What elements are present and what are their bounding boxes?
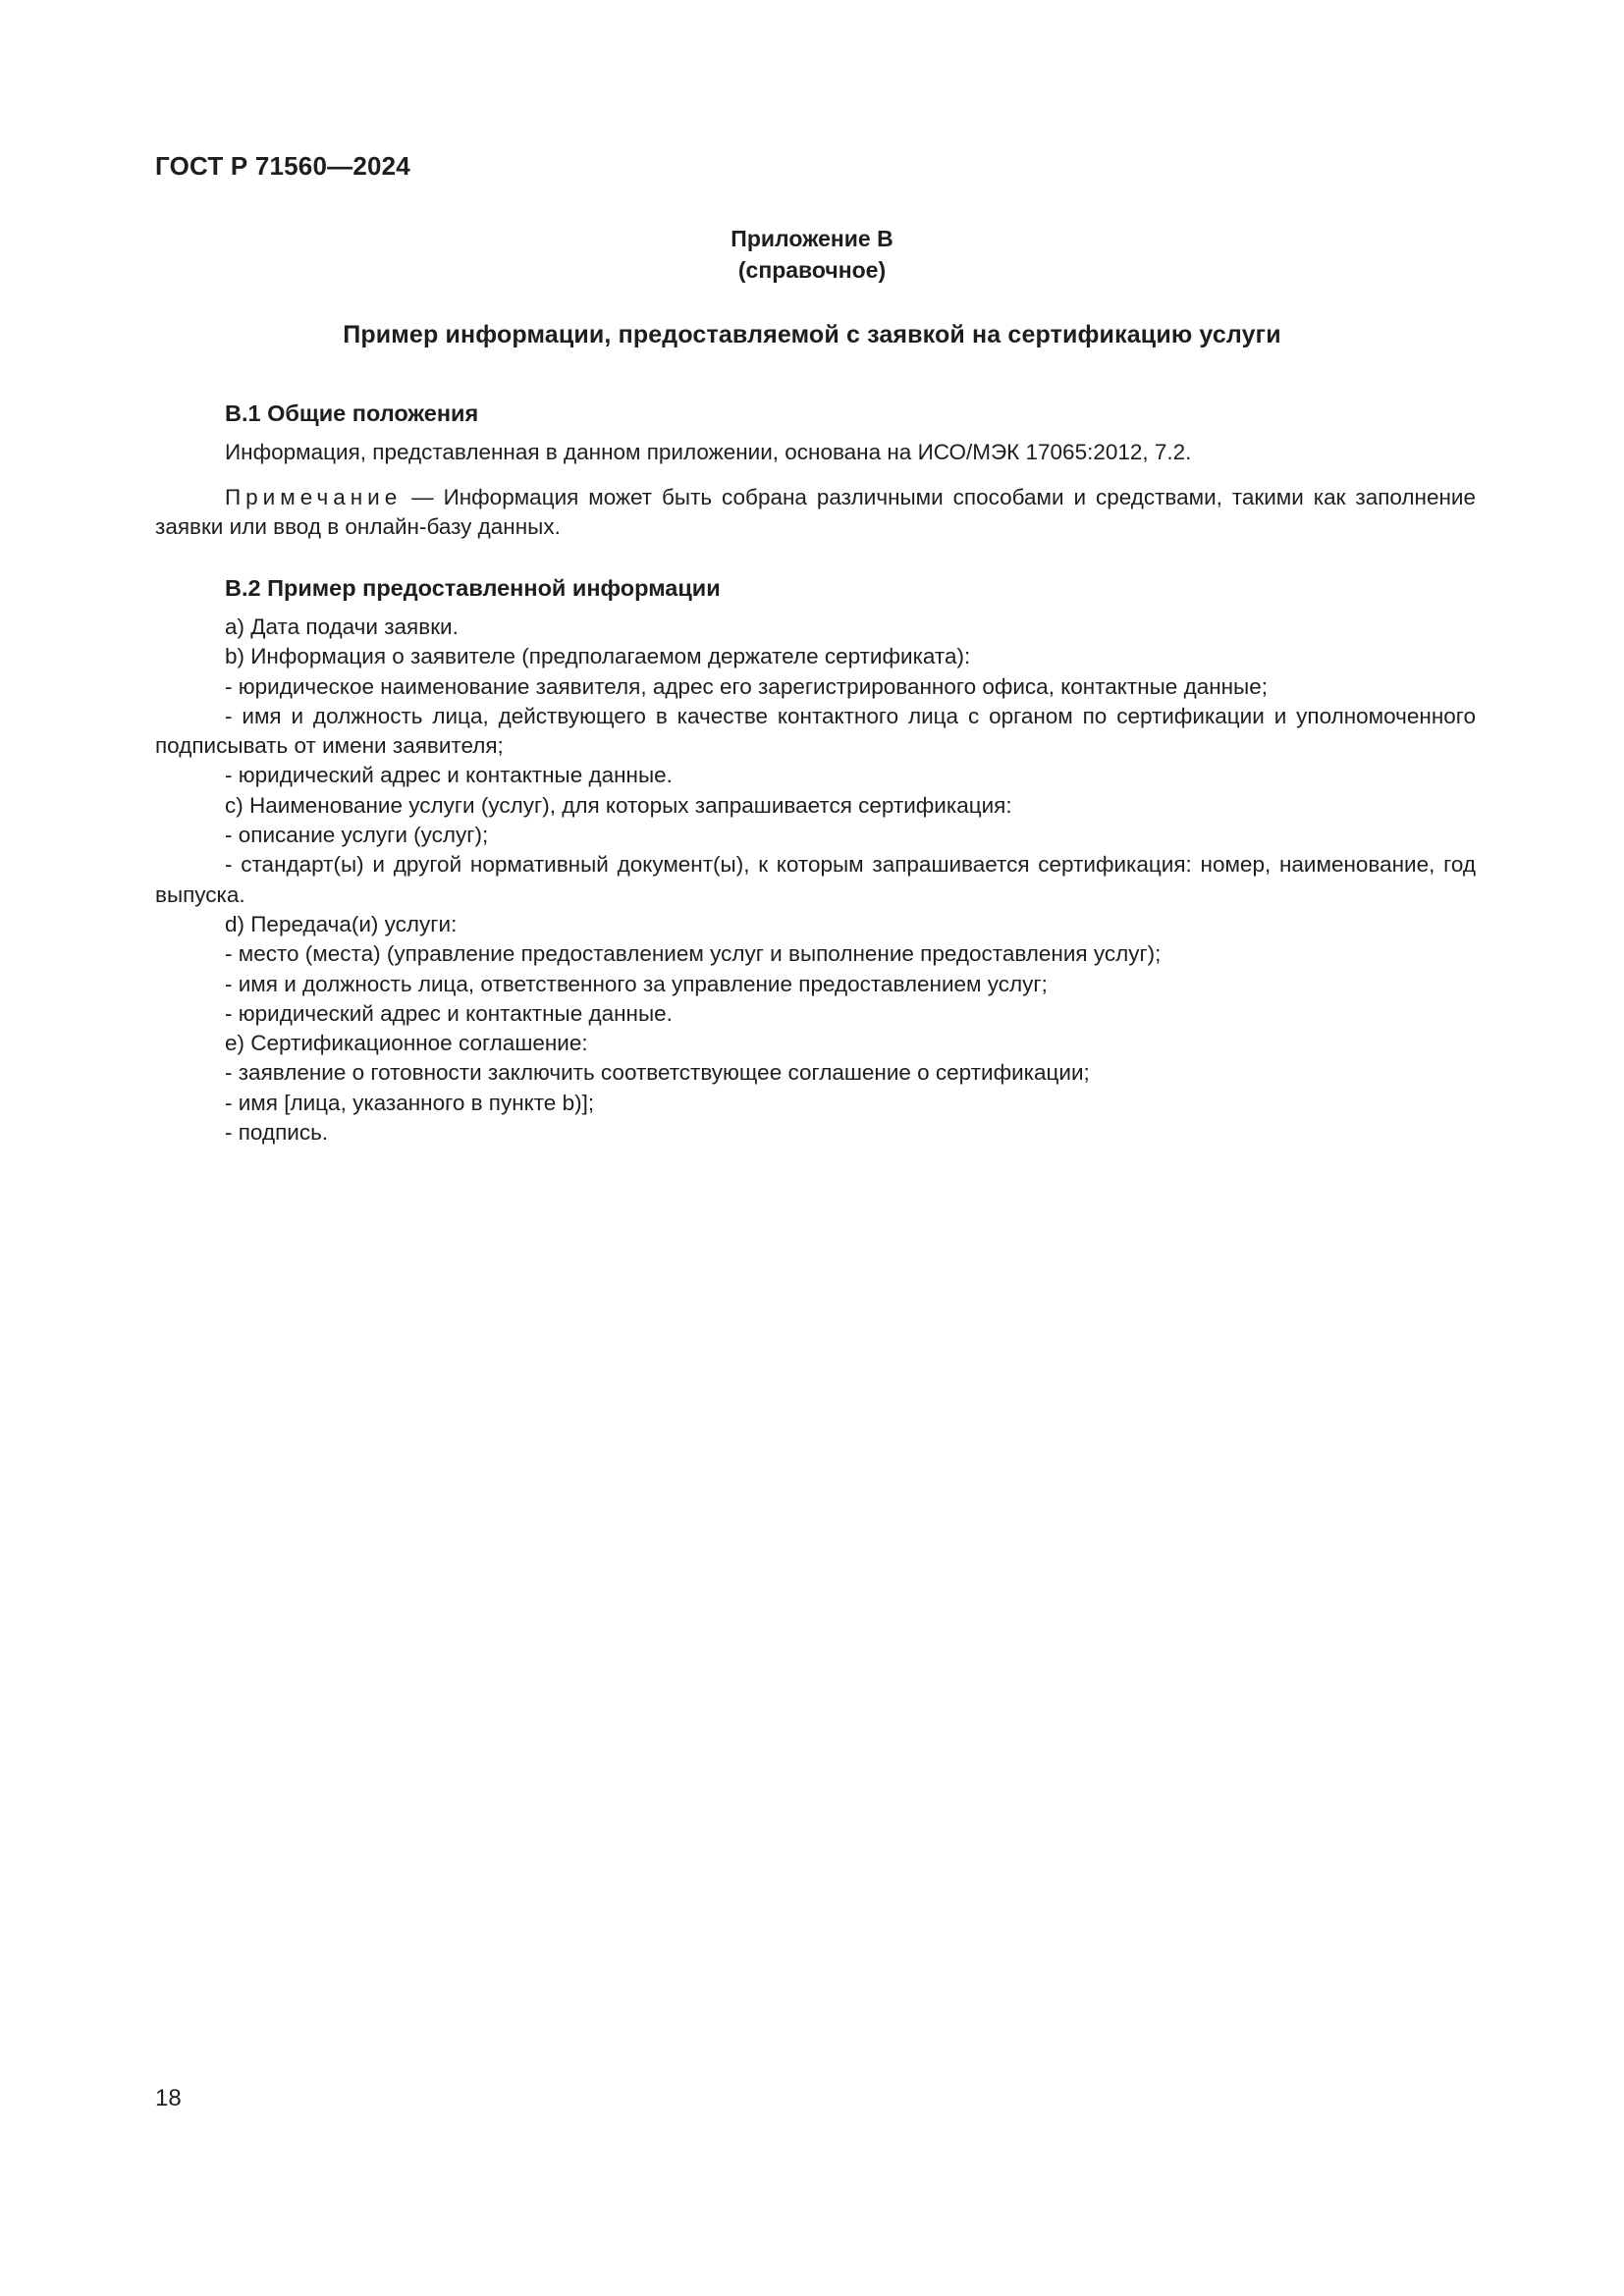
information-list: [155, 613, 1476, 1148]
section-heading-b1: В.1 Общие положения: [225, 400, 479, 426]
list-item: - место (места) (управление предоставлением услуг и выполнение предоставления услуг);: [225, 941, 1162, 967]
list-item: - юридический адрес и контактные данные.: [225, 1000, 673, 1026]
paragraph-basis: Информация, представленная в данном приложении, основана на ИСО/МЭК 17065:2012, 7.2.: [225, 440, 1192, 464]
list-item: - заявление о готовности заключить соответствующее соглашение о сертификации;: [225, 1060, 1090, 1086]
document-code: ГОСТ Р 71560—2024: [155, 151, 410, 181]
list-item: - описание услуги (услуг);: [225, 823, 489, 848]
list-item: b) Информация о заявителе (предполагаемом держателе сертификата):: [225, 644, 971, 669]
list-item: - имя и должность лица, ответственного за управление предоставлением услуг;: [225, 971, 1048, 996]
list-item: c) Наименование услуги (услуг), для которых запрашивается сертификация:: [225, 792, 1012, 818]
note-text: — Информация может быть собрана различными способами и средствами, такими как заполнение заявки или ввод в онлайн-базу данных.: [155, 485, 1476, 539]
list-item: - подпись.: [225, 1120, 329, 1146]
list-item: - стандарт(ы) и другой нормативный документ(ы), к которым запрашивается сертификация: номер, наименование, год выпуска.: [155, 852, 1476, 907]
note-paragraph: [155, 483, 1476, 542]
list-item: - имя [лица, указанного в пункте b)];: [225, 1090, 595, 1115]
section-heading-b2: В.2 Пример предоставленной информации: [225, 575, 721, 601]
page-number: 18: [155, 2085, 182, 2111]
list-item: - имя и должность лица, действующего в качестве контактного лица с органом по сертификации и уполномоченного подписывать от имени заявителя;: [155, 703, 1476, 759]
list-item: a) Дата подачи заявки.: [225, 614, 459, 639]
note-label: Примечание: [225, 485, 403, 509]
appendix-kind: (справочное): [737, 257, 887, 283]
list-item: e) Сертификационное соглашение:: [225, 1031, 588, 1056]
list-item: d) Передача(и) услуги:: [225, 911, 458, 936]
appendix-title: Пример информации, предоставляемой с заявкой на сертификацию услуги: [343, 321, 1281, 348]
list-item: - юридический адрес и контактные данные.: [225, 763, 673, 788]
list-item: - юридическое наименование заявителя, адрес его зарегистрированного офиса, контактные данные;: [225, 673, 1268, 699]
appendix-label: Приложение В: [731, 226, 893, 251]
